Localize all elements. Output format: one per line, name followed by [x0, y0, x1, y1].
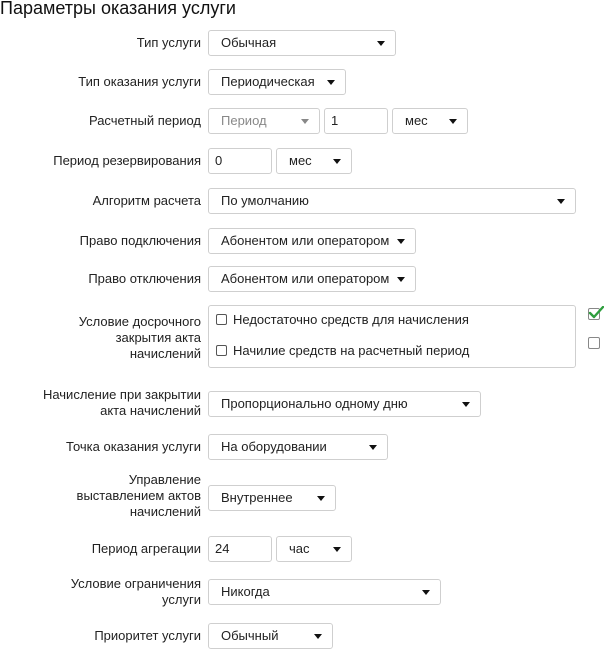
provision-type-label: Тип оказания услуги — [78, 74, 201, 89]
aggregation-period-unit-value: час — [289, 541, 310, 556]
provision-type-value: Периодическая — [221, 74, 315, 89]
checkmark-toggle[interactable] — [588, 308, 600, 320]
early-close-option-1-label: Недостаточно средств для начисления — [233, 312, 469, 327]
reserve-period-count-input[interactable]: 0 — [208, 148, 272, 174]
chevron-down-icon — [333, 159, 341, 164]
disconnect-right-select[interactable] — [208, 266, 416, 292]
chevron-down-icon — [314, 634, 322, 639]
chevron-down-icon — [333, 547, 341, 552]
page-title: Параметры оказания услуги — [0, 0, 236, 18]
service-point-select[interactable] — [208, 434, 388, 460]
service-type-value: Обычная — [221, 35, 277, 50]
disconnect-right-value: Абонентом или оператором — [221, 271, 390, 286]
checkbox[interactable] — [216, 314, 227, 325]
aggregation-period-unit-select[interactable] — [276, 536, 352, 562]
acts-management-label: Управление выставлением актов начислений — [76, 472, 201, 519]
chevron-down-icon — [397, 239, 405, 244]
reserve-period-unit-select[interactable] — [276, 148, 352, 174]
provision-type-select[interactable] — [208, 69, 346, 95]
billing-period-select[interactable] — [208, 108, 320, 134]
charge-on-close-select[interactable] — [208, 391, 481, 417]
priority-value: Обычный — [221, 628, 279, 643]
billing-period-unit-value: мес — [405, 113, 428, 128]
reserve-period-unit-value: мес — [289, 153, 312, 168]
chevron-down-icon — [327, 80, 335, 85]
billing-period-unit-select[interactable] — [392, 108, 468, 134]
chevron-down-icon — [397, 277, 405, 282]
billing-period-label: Расчетный период — [88, 113, 201, 128]
disconnect-right-label: Право отключения — [88, 271, 201, 286]
charge-on-close-label: Начисление при закрытии акта начислений — [42, 387, 201, 418]
checkbox[interactable] — [216, 345, 227, 356]
priority-select[interactable] — [208, 623, 333, 649]
chevron-down-icon — [462, 402, 470, 407]
acts-management-select[interactable] — [208, 485, 336, 511]
early-close-option-2-label: Начилие средств на расчетный период — [233, 343, 470, 358]
charge-on-close-value: Пропорционально одному дню — [221, 396, 408, 411]
acts-management-value: Внутреннее — [221, 490, 293, 505]
connect-right-label: Право подключения — [79, 233, 201, 248]
algorithm-select[interactable] — [208, 188, 576, 214]
early-close-options-panel — [208, 305, 576, 368]
algorithm-value: По умолчанию — [221, 193, 309, 208]
restriction-value: Никогда — [221, 584, 270, 599]
billing-period-value: Период — [221, 113, 267, 128]
green-check-icon — [588, 306, 604, 320]
empty-toggle[interactable] — [588, 337, 600, 349]
priority-label: Приоритет услуги — [94, 628, 201, 643]
billing-period-count-input[interactable]: 1 — [324, 108, 388, 134]
early-close-option-1[interactable] — [216, 312, 469, 328]
aggregation-period-count-input[interactable]: 24 — [208, 536, 272, 562]
early-close-label: Условие досрочного закрытия акта начислений — [78, 314, 201, 361]
chevron-down-icon — [317, 496, 325, 501]
chevron-down-icon — [369, 445, 377, 450]
chevron-down-icon — [377, 41, 385, 46]
chevron-down-icon — [557, 199, 565, 204]
connect-right-value: Абонентом или оператором — [221, 233, 390, 248]
early-close-option-2[interactable] — [216, 343, 469, 359]
algorithm-label: Алгоритм расчета — [92, 193, 201, 208]
chevron-down-icon — [449, 119, 457, 124]
chevron-down-icon — [301, 119, 309, 124]
reserve-period-label: Период резервирования — [53, 153, 201, 168]
service-type-label: Тип услуги — [136, 35, 201, 50]
service-point-value: На оборудовании — [221, 439, 327, 454]
restriction-label: Условие ограничения услуги — [70, 576, 201, 607]
connect-right-select[interactable] — [208, 228, 416, 254]
aggregation-period-label: Период агрегации — [91, 541, 201, 556]
chevron-down-icon — [422, 590, 430, 595]
restriction-select[interactable] — [208, 579, 441, 605]
service-point-label: Точка оказания услуги — [66, 439, 201, 454]
service-type-select[interactable] — [208, 30, 396, 56]
